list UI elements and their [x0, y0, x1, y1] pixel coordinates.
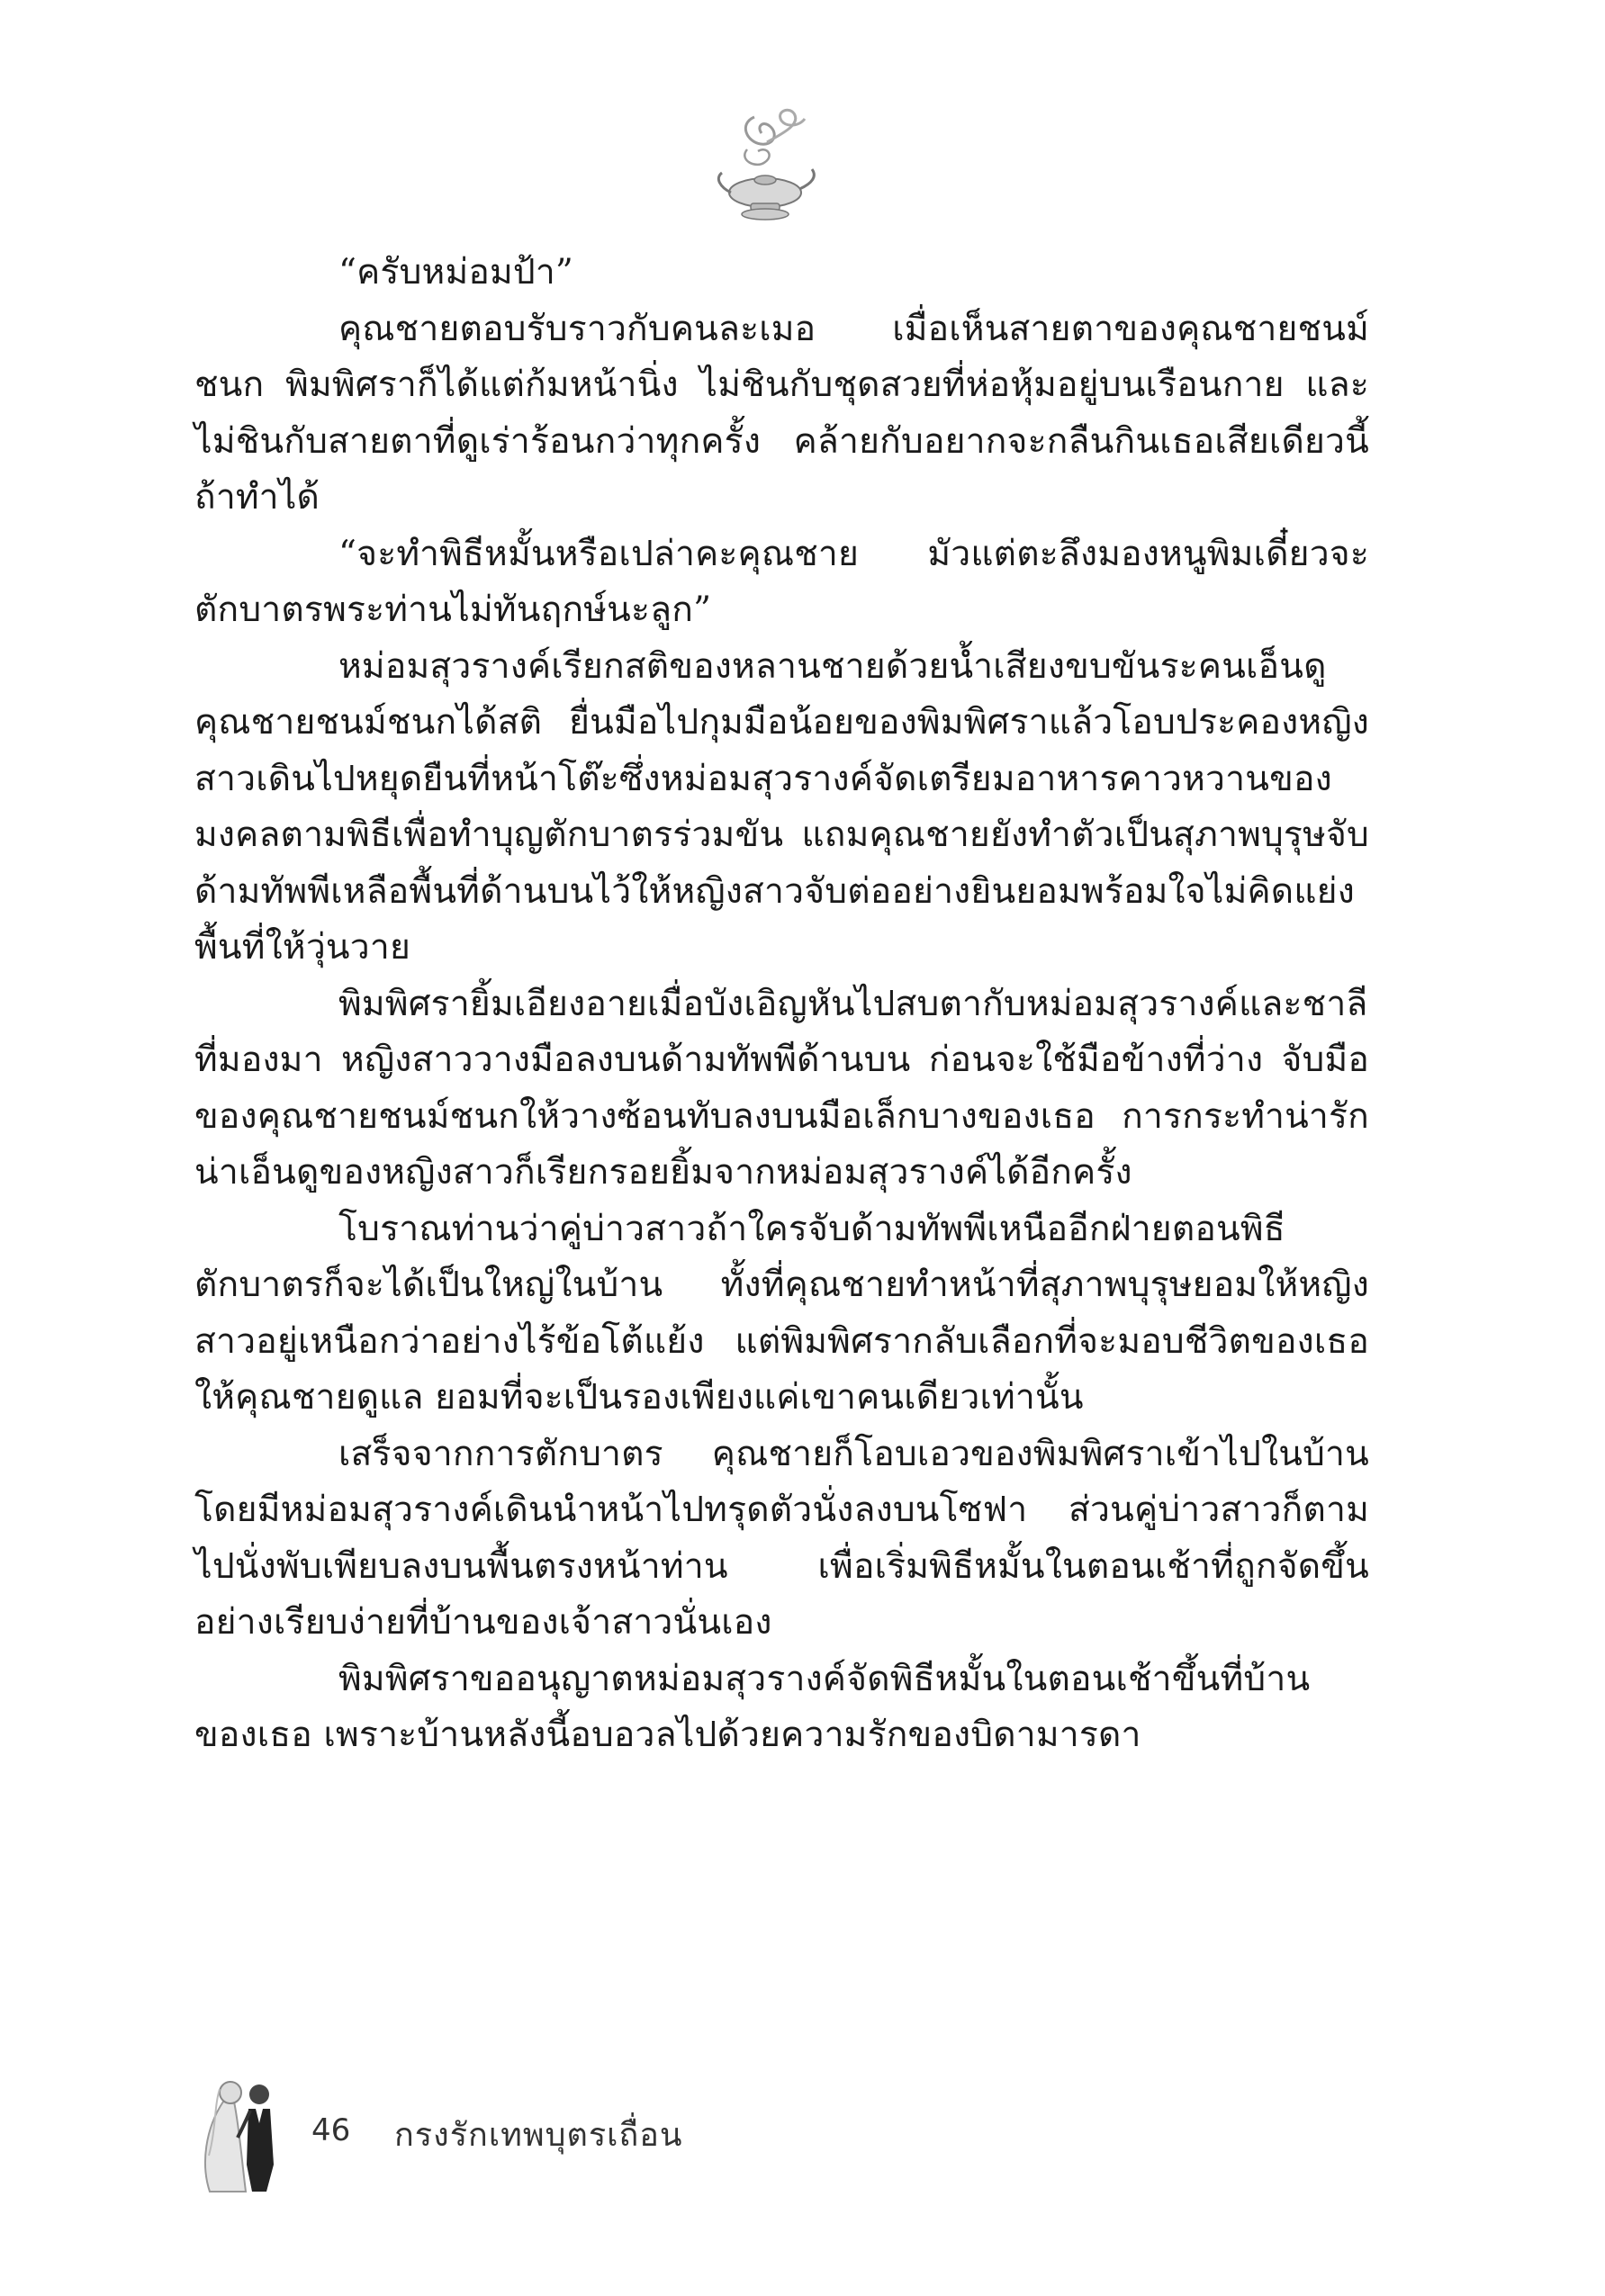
page-number: 46	[311, 2112, 351, 2148]
paragraph: พิมพิศราขออนุญาตหม่อมสุวรางค์จัดพิธีหมั้นในตอนเช้าขึ้นที่บ้านของเธอ เพราะบ้านหลังนี้อบอวลไปด้วยความรักของบิดามารดา	[194, 1658, 1311, 1755]
magic-lamp-icon	[711, 106, 819, 223]
paragraph: เสร็จจากการตักบาตร คุณชายก็โอบเอวของพิมพิศราเข้าไปในบ้าน โดยมีหม่อมสุวรางค์เดินนำหน้าไปทรุดตัวนั่งลงบนโซฟา ส่วนคู่บ่าวสาวก็ตามไปนั่งพับเพียบลงบนพื้นตรงหน้าท่าน เพื่อเริ่มพิธีหมั้นในตอนเช้าที่ถูกจัดขึ้นอย่างเรียบง่ายที่บ้านของเจ้าสาวนั่นเอง	[194, 1433, 1369, 1643]
paragraph: พิมพิศรายิ้มเอียงอายเมื่อบังเอิญหันไปสบตากับหม่อมสุวรางค์และชาลีที่มองมา หญิงสาววางมือลงบนด้ามทัพพีด้านบน ก่อนจะใช้มือข้างที่ว่าง จับมือของคุณชายชนม์ชนกให้วางซ้อนทับลงบนมือเล็กบางของเธอ การกระทำน่ารักน่าเอ็นดูของหญิงสาวก็เรียกรอยยิ้มจากหม่อมสุวรางค์ได้อีกครั้ง	[194, 983, 1369, 1193]
bride-groom-icon	[196, 2066, 295, 2201]
paragraph: “จะทำพิธีหมั้นหรือเปล่าคะคุณชาย มัวแต่ตะลึงมองหนูพิมเดี๋ยวจะตักบาตรพระท่านไม่ทันฤกษ์นะลูก”	[194, 533, 1369, 630]
paragraph: คุณชายตอบรับราวกับคนละเมอ เมื่อเห็นสายตาของคุณชายชนม์ชนก พิมพิศราก็ได้แต่ก้มหน้านิ่ง ไม่ชินกับชุดสวยที่ห่อหุ้มอยู่บนเรือนกาย และไม่ชินกับสายตาที่ดูเร่าร้อนกว่าทุกครั้ง คล้ายกับอยากจะกลืนกินเธอเสียเดียวนี้ถ้าทำได้	[194, 308, 1369, 518]
body-text	[194, 245, 1369, 1764]
page-footer	[196, 2066, 826, 2201]
book-title: กรงรักเทพบุตรเถื่อน	[394, 2117, 683, 2154]
paragraph: โบราณท่านว่าคู่บ่าวสาวถ้าใครจับด้ามทัพพีเหนืออีกฝ่ายตอนพิธีตักบาตรก็จะได้เป็นใหญ่ในบ้าน ทั้งที่คุณชายทำหน้าที่สุภาพบุรุษยอมให้หญิงสาวอยู่เหนือกว่าอย่างไร้ข้อโต้แย้ง แต่พิมพิศรากลับเลือกที่จะมอบชีวิตของเธอให้คุณชายดูแล ยอมที่จะเป็นรองเพียงแค่เขาคนเดียวเท่านั้น	[194, 1208, 1369, 1418]
paragraph: “ครับหม่อมป้า”	[338, 252, 574, 293]
paragraph: หม่อมสุวรางค์เรียกสติของหลานชายด้วยน้ำเสียงขบขันระคนเอ็นดู คุณชายชนม์ชนกได้สติ ยื่นมือไปกุมมือน้อยของพิมพิศราแล้วโอบประคองหญิงสาวเดินไปหยุดยืนที่หน้าโต๊ะซึ่งหม่อมสุวรางค์จัดเตรียมอาหารคาวหวานของมงคลตามพิธีเพื่อทำบุญตักบาตรร่วมขัน แถมคุณชายยังทำตัวเป็นสุภาพบุรุษจับด้ามทัพพีเหลือพื้นที่ด้านบนไว้ให้หญิงสาวจับต่ออย่างยินยอมพร้อมใจไม่คิดแย่งพื้นที่ให้วุ่นวาย	[194, 645, 1369, 968]
